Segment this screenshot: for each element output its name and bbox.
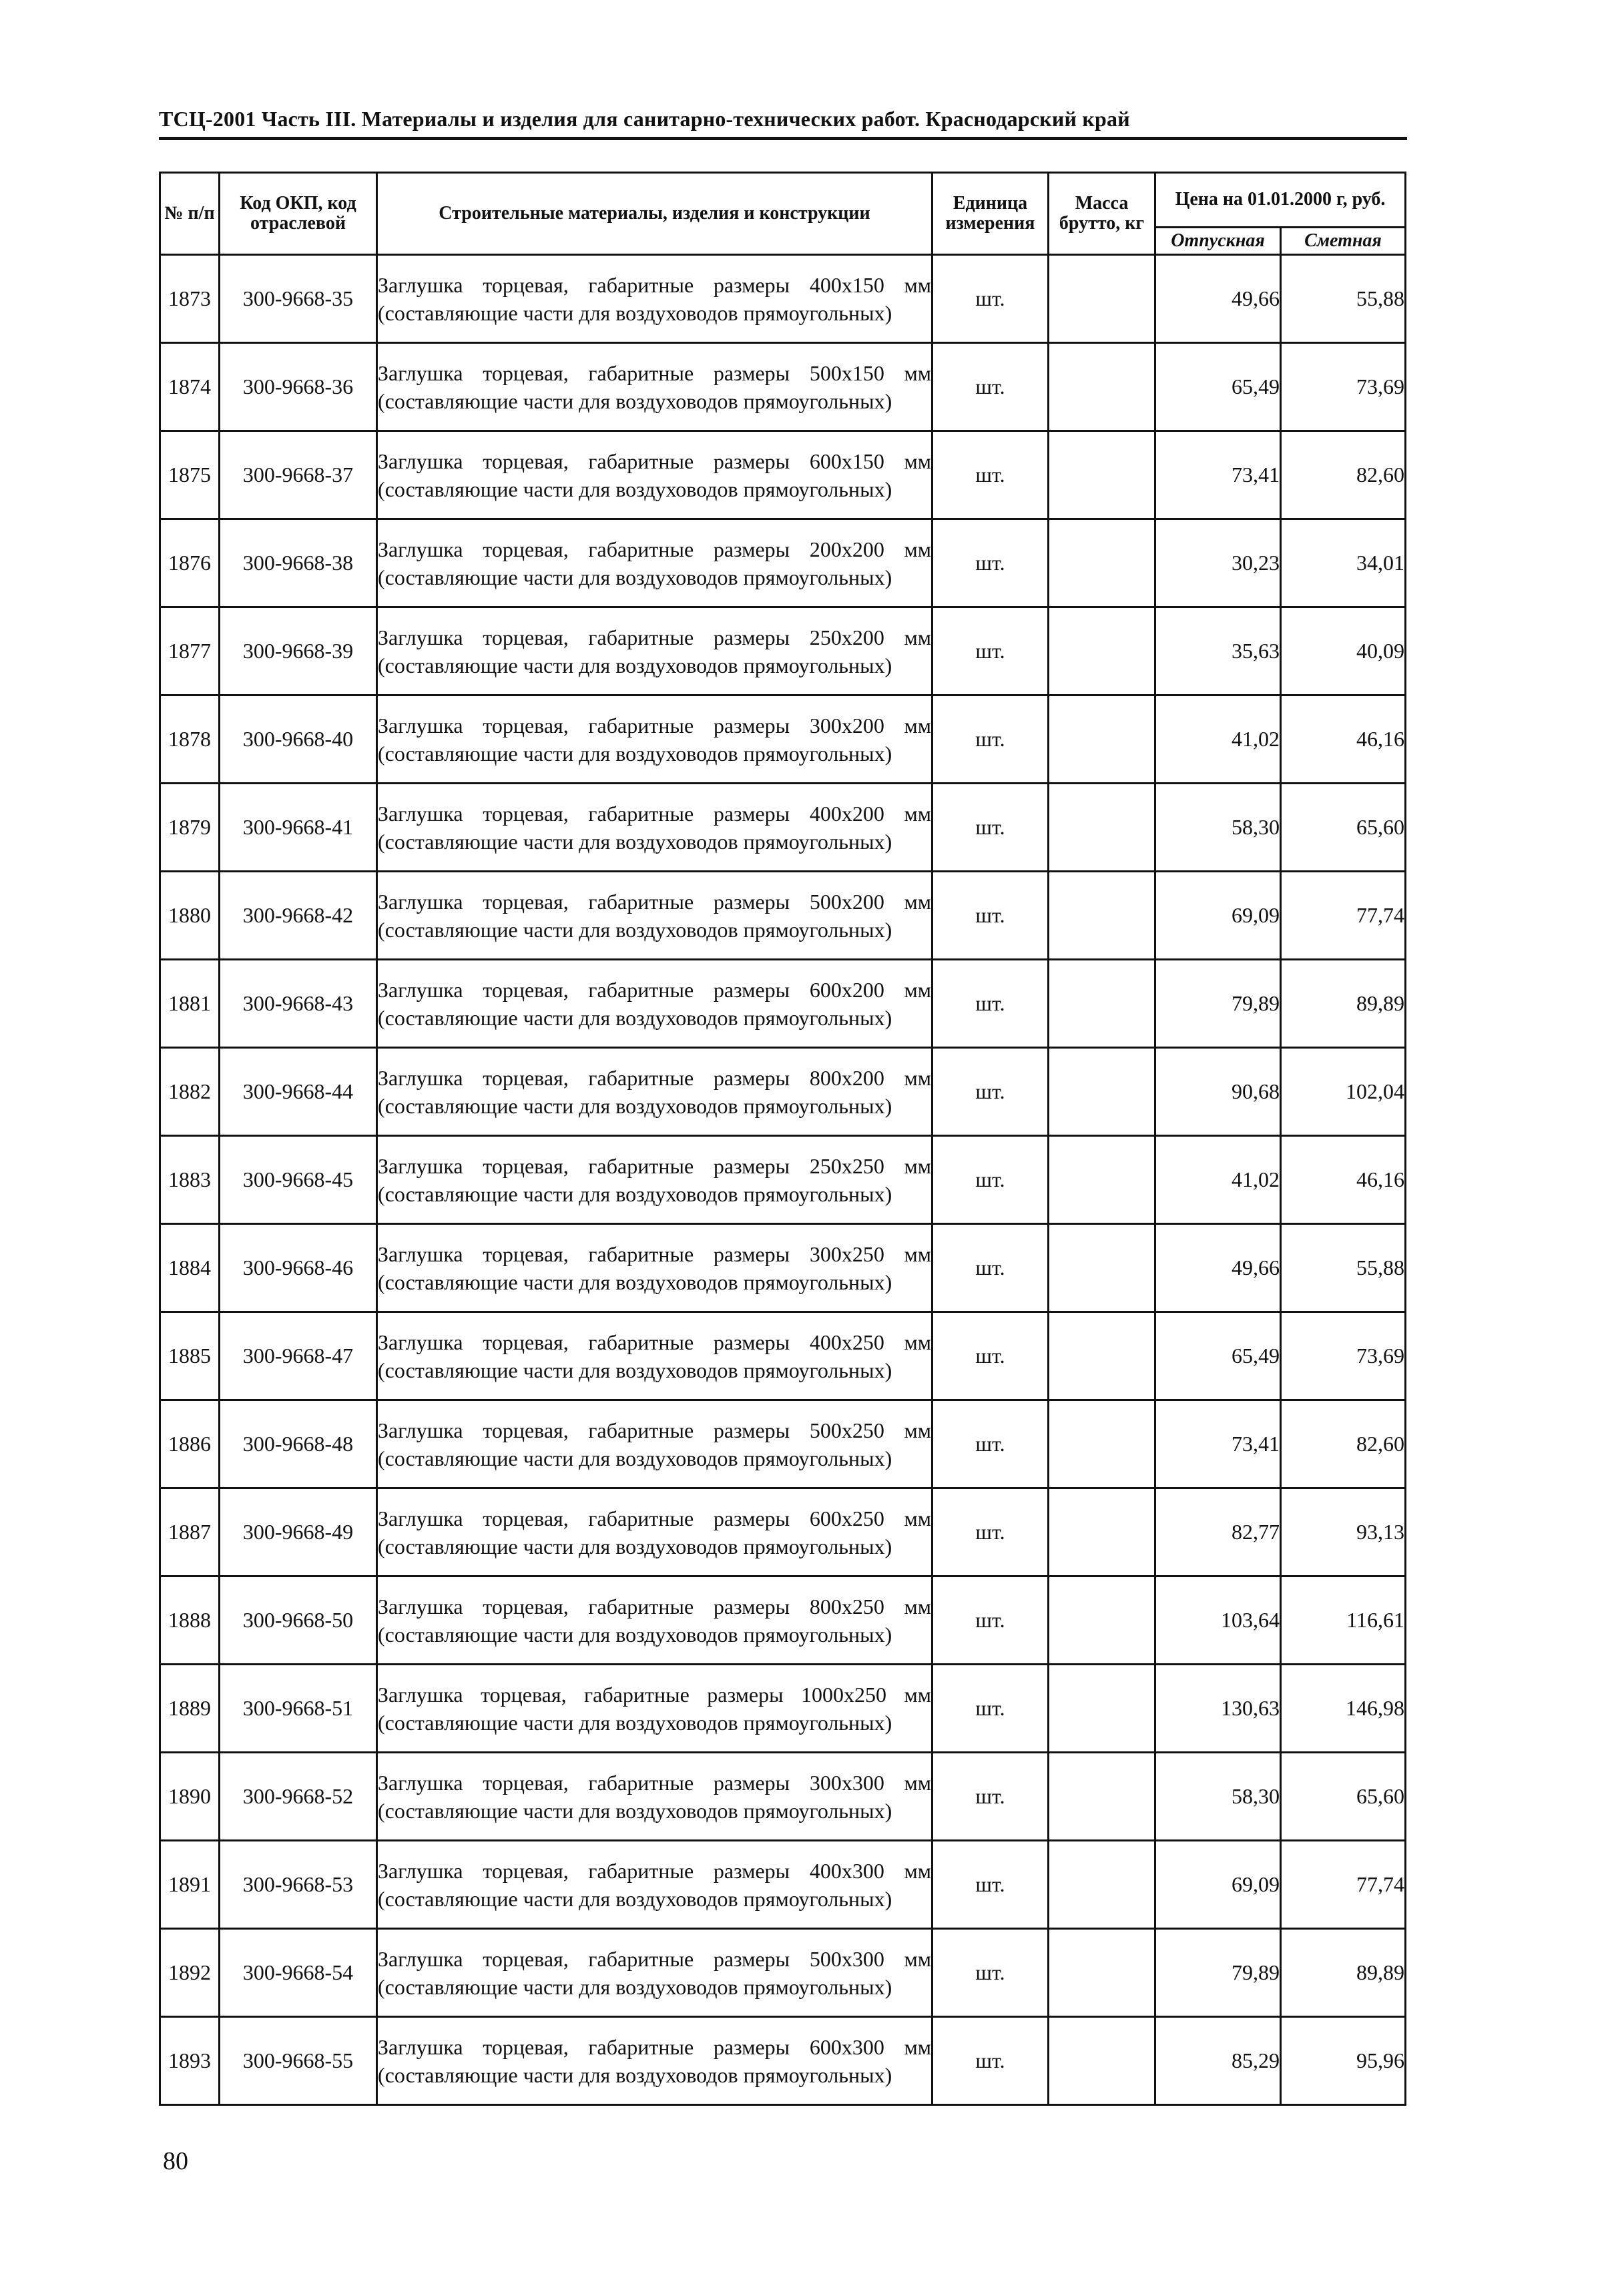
table-row (160, 784, 1406, 872)
row-number: 1876 (160, 519, 220, 607)
row-price-estimate: 40,09 (1281, 607, 1406, 695)
row-name: Заглушка торцевая, габаритные размеры 250х250 мм (составляющие части для воздуховодов прямоугольных) (377, 1136, 932, 1224)
row-unit: шт. (932, 1753, 1049, 1841)
row-number: 1887 (160, 1488, 220, 1576)
row-unit: шт. (932, 1929, 1049, 2017)
row-price-estimate: 82,60 (1281, 1400, 1406, 1488)
row-mass (1049, 2017, 1155, 2105)
table-row (160, 960, 1406, 1048)
header-price-group: Цена на 01.01.2000 г, руб. (1155, 173, 1406, 228)
row-price-estimate: 77,74 (1281, 872, 1406, 960)
row-mass (1049, 1929, 1155, 2017)
row-price-estimate: 46,16 (1281, 1136, 1406, 1224)
row-code: 300-9668-53 (220, 1841, 377, 1929)
table-row (160, 1048, 1406, 1136)
header-rule (159, 137, 1407, 140)
row-price-release: 41,02 (1155, 695, 1281, 784)
row-price-release: 79,89 (1155, 1929, 1281, 2017)
row-code: 300-9668-55 (220, 2017, 377, 2105)
row-name: Заглушка торцевая, габаритные размеры 600х200 мм (составляющие части для воздуховодов прямоугольных) (377, 960, 932, 1048)
row-number: 1874 (160, 343, 220, 431)
row-mass (1049, 255, 1155, 343)
row-number: 1879 (160, 784, 220, 872)
row-price-estimate: 102,04 (1281, 1048, 1406, 1136)
table-row (160, 872, 1406, 960)
row-price-release: 90,68 (1155, 1048, 1281, 1136)
row-mass (1049, 1841, 1155, 1929)
row-name: Заглушка торцевая, габаритные размеры 400х300 мм (составляющие части для воздуховодов прямоугольных) (377, 1841, 932, 1929)
row-unit: шт. (932, 431, 1049, 519)
table-row (160, 1224, 1406, 1312)
row-mass (1049, 1753, 1155, 1841)
row-name: Заглушка торцевая, габаритные размеры 400х250 мм (составляющие части для воздуховодов прямоугольных) (377, 1312, 932, 1400)
row-name: Заглушка торцевая, габаритные размеры 500х200 мм (составляющие части для воздуховодов прямоугольных) (377, 872, 932, 960)
row-number: 1891 (160, 1841, 220, 1929)
row-number: 1884 (160, 1224, 220, 1312)
table-row (160, 1929, 1406, 2017)
row-price-release: 73,41 (1155, 1400, 1281, 1488)
row-price-release: 103,64 (1155, 1576, 1281, 1665)
row-code: 300-9668-52 (220, 1753, 377, 1841)
row-code: 300-9668-48 (220, 1400, 377, 1488)
row-name: Заглушка торцевая, габаритные размеры 300х300 мм (составляющие части для воздуховодов прямоугольных) (377, 1753, 932, 1841)
row-name: Заглушка торцевая, габаритные размеры 600х300 мм (составляющие части для воздуховодов прямоугольных) (377, 2017, 932, 2105)
row-mass (1049, 431, 1155, 519)
table-row (160, 607, 1406, 695)
row-mass (1049, 784, 1155, 872)
row-number: 1880 (160, 872, 220, 960)
header-num: № п/п (160, 173, 220, 255)
header-name: Строительные материалы, изделия и конструкции (377, 173, 932, 255)
row-price-estimate: 65,60 (1281, 784, 1406, 872)
table-row (160, 695, 1406, 784)
row-price-estimate: 46,16 (1281, 695, 1406, 784)
running-header: ТСЦ-2001 Часть III. Материалы и изделия для санитарно-технических работ. Краснодарский край (159, 107, 1130, 131)
row-price-release: 65,49 (1155, 1312, 1281, 1400)
row-price-release: 130,63 (1155, 1665, 1281, 1753)
row-price-release: 85,29 (1155, 2017, 1281, 2105)
row-name: Заглушка торцевая, габаритные размеры 800х250 мм (составляющие части для воздуховодов прямоугольных) (377, 1576, 932, 1665)
row-price-release: 82,77 (1155, 1488, 1281, 1576)
row-unit: шт. (932, 2017, 1049, 2105)
row-price-estimate: 65,60 (1281, 1753, 1406, 1841)
table-row (160, 2017, 1406, 2105)
row-code: 300-9668-51 (220, 1665, 377, 1753)
row-mass (1049, 1224, 1155, 1312)
row-mass (1049, 519, 1155, 607)
row-name: Заглушка торцевая, габаритные размеры 300х250 мм (составляющие части для воздуховодов прямоугольных) (377, 1224, 932, 1312)
row-mass (1049, 1048, 1155, 1136)
row-unit: шт. (932, 960, 1049, 1048)
row-code: 300-9668-47 (220, 1312, 377, 1400)
header-price-estimate: Сметная (1281, 228, 1406, 255)
row-price-release: 35,63 (1155, 607, 1281, 695)
row-price-release: 58,30 (1155, 1753, 1281, 1841)
row-price-release: 49,66 (1155, 1224, 1281, 1312)
row-price-release: 49,66 (1155, 255, 1281, 343)
row-name: Заглушка торцевая, габаритные размеры 400х150 мм (составляющие части для воздуховодов прямоугольных) (377, 255, 932, 343)
row-number: 1875 (160, 431, 220, 519)
table-row (160, 1312, 1406, 1400)
row-mass (1049, 695, 1155, 784)
row-code: 300-9668-36 (220, 343, 377, 431)
row-unit: шт. (932, 1312, 1049, 1400)
row-mass (1049, 1312, 1155, 1400)
row-unit: шт. (932, 1665, 1049, 1753)
row-price-release: 69,09 (1155, 1841, 1281, 1929)
row-code: 300-9668-35 (220, 255, 377, 343)
row-price-estimate: 95,96 (1281, 2017, 1406, 2105)
row-number: 1881 (160, 960, 220, 1048)
table-row (160, 1400, 1406, 1488)
row-number: 1890 (160, 1753, 220, 1841)
row-unit: шт. (932, 343, 1049, 431)
table-row (160, 1136, 1406, 1224)
row-number: 1888 (160, 1576, 220, 1665)
row-code: 300-9668-50 (220, 1576, 377, 1665)
row-price-estimate: 116,61 (1281, 1576, 1406, 1665)
row-price-estimate: 73,69 (1281, 343, 1406, 431)
row-price-estimate: 77,74 (1281, 1841, 1406, 1929)
row-code: 300-9668-40 (220, 695, 377, 784)
row-price-estimate: 73,69 (1281, 1312, 1406, 1400)
row-code: 300-9668-49 (220, 1488, 377, 1576)
row-price-estimate: 89,89 (1281, 1929, 1406, 2017)
header-unit: Единица измерения (932, 173, 1049, 255)
row-price-estimate: 146,98 (1281, 1665, 1406, 1753)
row-price-release: 69,09 (1155, 872, 1281, 960)
row-mass (1049, 1665, 1155, 1753)
row-mass (1049, 872, 1155, 960)
row-code: 300-9668-54 (220, 1929, 377, 2017)
row-name: Заглушка торцевая, габаритные размеры 400х200 мм (составляющие части для воздуховодов прямоугольных) (377, 784, 932, 872)
row-price-release: 58,30 (1155, 784, 1281, 872)
row-unit: шт. (932, 784, 1049, 872)
row-unit: шт. (932, 1841, 1049, 1929)
table-row (160, 343, 1406, 431)
row-unit: шт. (932, 607, 1049, 695)
row-price-estimate: 93,13 (1281, 1488, 1406, 1576)
row-unit: шт. (932, 1400, 1049, 1488)
row-code: 300-9668-37 (220, 431, 377, 519)
row-price-estimate: 55,88 (1281, 1224, 1406, 1312)
row-price-release: 30,23 (1155, 519, 1281, 607)
row-name: Заглушка торцевая, габаритные размеры 500х250 мм (составляющие части для воздуховодов прямоугольных) (377, 1400, 932, 1488)
row-unit: шт. (932, 1136, 1049, 1224)
row-number: 1889 (160, 1665, 220, 1753)
row-name: Заглушка торцевая, габаритные размеры 300х200 мм (составляющие части для воздуховодов прямоугольных) (377, 695, 932, 784)
row-price-release: 79,89 (1155, 960, 1281, 1048)
row-number: 1892 (160, 1929, 220, 2017)
row-number: 1886 (160, 1400, 220, 1488)
row-mass (1049, 1488, 1155, 1576)
table-row (160, 1576, 1406, 1665)
page-number: 80 (163, 2147, 188, 2175)
row-number: 1873 (160, 255, 220, 343)
row-code: 300-9668-42 (220, 872, 377, 960)
row-name: Заглушка торцевая, габаритные размеры 600х150 мм (составляющие части для воздуховодов прямоугольных) (377, 431, 932, 519)
header-mass: Масса брутто, кг (1049, 173, 1155, 255)
row-price-release: 41,02 (1155, 1136, 1281, 1224)
row-name: Заглушка торцевая, габаритные размеры 500х150 мм (составляющие части для воздуховодов прямоугольных) (377, 343, 932, 431)
row-name: Заглушка торцевая, габаритные размеры 250х200 мм (составляющие части для воздуховодов прямоугольных) (377, 607, 932, 695)
table-row (160, 519, 1406, 607)
row-unit: шт. (932, 255, 1049, 343)
row-unit: шт. (932, 519, 1049, 607)
row-number: 1877 (160, 607, 220, 695)
row-number: 1885 (160, 1312, 220, 1400)
row-name: Заглушка торцевая, габаритные размеры 500х300 мм (составляющие части для воздуховодов прямоугольных) (377, 1929, 932, 2017)
row-name: Заглушка торцевая, габаритные размеры 200х200 мм (составляющие части для воздуховодов прямоугольных) (377, 519, 932, 607)
row-price-release: 65,49 (1155, 343, 1281, 431)
row-number: 1878 (160, 695, 220, 784)
row-name: Заглушка торцевая, габаритные размеры 600х250 мм (составляющие части для воздуховодов прямоугольных) (377, 1488, 932, 1576)
table-row (160, 1665, 1406, 1753)
row-unit: шт. (932, 1576, 1049, 1665)
row-number: 1893 (160, 2017, 220, 2105)
row-number: 1882 (160, 1048, 220, 1136)
row-code: 300-9668-45 (220, 1136, 377, 1224)
row-unit: шт. (932, 1048, 1049, 1136)
header-price-release: Отпускная (1155, 228, 1281, 255)
row-code: 300-9668-44 (220, 1048, 377, 1136)
row-unit: шт. (932, 872, 1049, 960)
price-table (159, 172, 1406, 2106)
row-mass (1049, 1576, 1155, 1665)
row-code: 300-9668-43 (220, 960, 377, 1048)
row-code: 300-9668-39 (220, 607, 377, 695)
row-name: Заглушка торцевая, габаритные размеры 1000х250 мм (составляющие части для воздуховодов прямоугольных) (377, 1665, 932, 1753)
row-price-release: 73,41 (1155, 431, 1281, 519)
table-row (160, 1753, 1406, 1841)
row-price-estimate: 34,01 (1281, 519, 1406, 607)
row-name: Заглушка торцевая, габаритные размеры 800х200 мм (составляющие части для воздуховодов прямоугольных) (377, 1048, 932, 1136)
table-row (160, 1488, 1406, 1576)
table-row (160, 255, 1406, 343)
row-mass (1049, 960, 1155, 1048)
row-unit: шт. (932, 695, 1049, 784)
row-mass (1049, 1136, 1155, 1224)
table-body (160, 255, 1406, 2105)
row-code: 300-9668-41 (220, 784, 377, 872)
table-row (160, 1841, 1406, 1929)
row-price-estimate: 89,89 (1281, 960, 1406, 1048)
row-mass (1049, 607, 1155, 695)
row-code: 300-9668-38 (220, 519, 377, 607)
header-code: Код ОКП, код отраслевой (220, 173, 377, 255)
row-unit: шт. (932, 1488, 1049, 1576)
row-code: 300-9668-46 (220, 1224, 377, 1312)
row-number: 1883 (160, 1136, 220, 1224)
row-mass (1049, 343, 1155, 431)
table-row (160, 431, 1406, 519)
row-price-estimate: 82,60 (1281, 431, 1406, 519)
row-unit: шт. (932, 1224, 1049, 1312)
row-price-estimate: 55,88 (1281, 255, 1406, 343)
row-mass (1049, 1400, 1155, 1488)
